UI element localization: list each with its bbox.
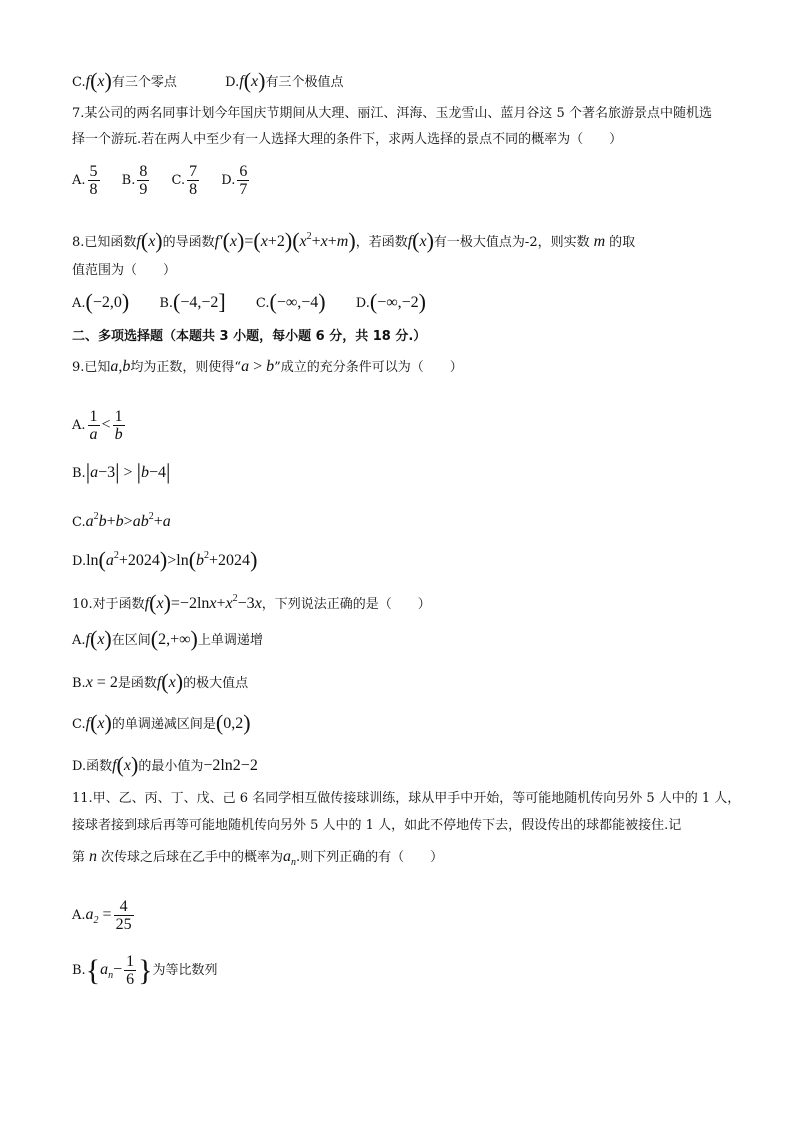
q7-line1: 7.某公司的两名同事计划今年国庆节期间从大理、丽江、洱海、玉龙雪山、蓝月谷这 5 个著名旅游景点中随机选 [72,106,712,121]
q10-optB: B.x = 2是函数f(x)的极大值点 [72,669,249,694]
q6-optC-text: 有三个零点 [111,75,177,90]
q6-options [72,68,344,93]
q6-optD-label: D. [225,75,240,90]
q8-line2: 值范围为（ ） [72,263,177,278]
q10-stem: 10.对于函数$f(x)=-2\ln x+x^2-3x$，下列说法正确的是（ ） [72,590,431,615]
q9-optD: $D.\ln(a^2+2024)>\ln(b^2+2024)$ [72,547,258,572]
q11-optA: $A.a_2$ = $\frac{4}{25}$ [72,898,132,933]
q9-optB: B.|a−3| > |b−4| [72,459,171,484]
q10-optA: A.f(x)在区间(2,+∞)上单调递增 [72,626,263,651]
q11-line2: 接球者接到球后再等可能地随机传向另外 5 人中的 1 人，如此不停地传下去，假设传出的球都能被接住.记 [72,818,682,833]
q6-optC-label: C. [72,75,86,90]
q7-optC: C. $\frac{7}{8}$ [171,163,198,198]
q9-stem: 9.已知a,b均为正数，则使得“a > b”成立的充分条件可以为（ ） [72,358,463,375]
q7-options [72,163,267,198]
q10-optD: D.函数f(x)的最小值为−2ln2−2 [72,752,258,777]
q10-optC: C.f(x)的单调递减区间是(0,2) [72,710,251,735]
q11-line1: 11.甲、乙、丙、丁、戊、己 6 名同学相互做传接球训练，球从甲手中开始，等可能地随机传向另外 5 人中的 1 人， [72,791,741,806]
q6-optC-math: f(x) [85,68,112,93]
q6-optD-math: f(x) [239,68,266,93]
q9-optA: A. $\frac{1}{a}$ < $\frac{1}{b}$ [72,408,123,443]
q8-options: A.(−2,0) B.(−4,−2] C.(−∞,−4) D.(−∞,−2) [72,289,426,314]
q8-stem: 8.已知函数f(x)的导函数$f'(x)=(x+2)(x^2+x+m)$，若函数f(x)有一极大值点为-2，则实数 m 的取 [72,228,636,253]
section2-heading: 二、多项选择题（本题共 3 小题，每小题 6 分，共 18 分.） [72,329,427,344]
q9-optC: $C.a^2b+b>ab^2+a$ [72,511,171,530]
q7-line2: 择一个游玩.若在两人中至少有一人选择大理的条件下，求两人选择的景点不同的概率为（ ） [72,132,623,147]
q7-optA: A. $\frac{5}{8}$ [72,163,98,198]
q7-optB: B. $\frac{8}{9}$ [121,163,148,198]
q11-line3: 第 n 次传球之后球在乙手中的概率为$a_n$.则下列正确的有（ ） [72,848,444,868]
q7-optD: D. $\frac{6}{7}$ [221,163,248,198]
q11-optB: $B.\{a_n-$ $\frac{1}{6}$ }为等比数列 [72,953,218,988]
q6-optD-text: 有三个极值点 [265,75,344,90]
